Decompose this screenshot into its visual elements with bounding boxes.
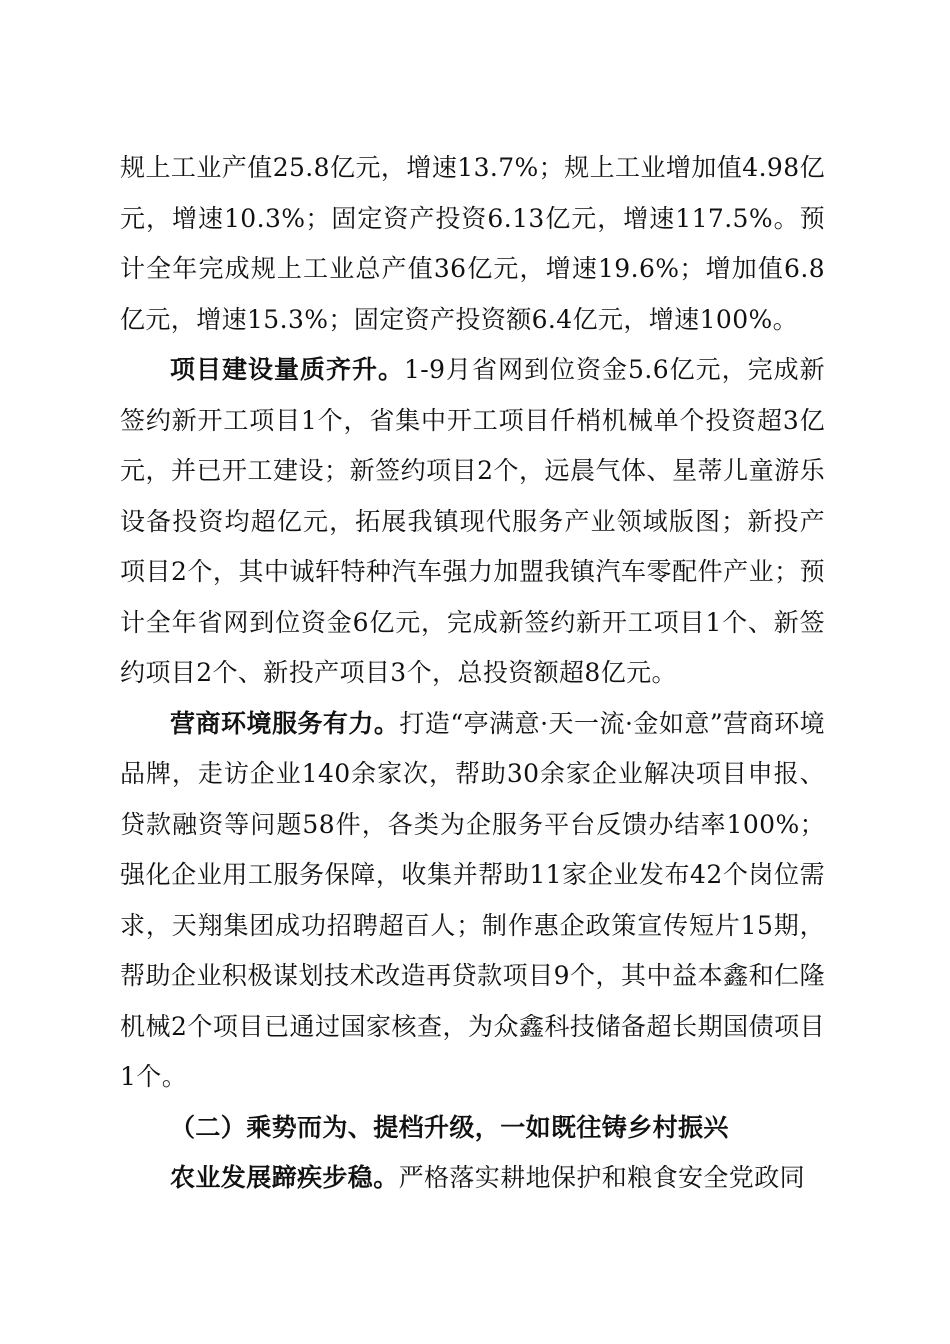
paragraph-text: 规上工业产值25.8亿元，增速13.7%；规上工业增加值4.98亿元，增速10.3%；固定资产投资6.13亿元，增速117.5%。预计全年完成规上工业总产值36亿元，增速19.6%；增加值6.8亿元，增速15.3%；固定资产投资额6.4亿元，增速100%。 [120,153,825,334]
paragraph-lead: 项目建设量质齐升。 [170,355,404,384]
paragraph-agriculture [120,1153,825,1204]
paragraph-text: 打造“亭满意·天一流·金如意”营商环境品牌，走访企业140余家次，帮助30余家企业解决项目申报、贷款融资等问题58件，各类为企服务平台反馈办结率100%；强化企业用工服务保障，收集并帮助11家企业发布42个岗位需求，天翔集团成功招聘超百人；制作惠企政策宣传短片15期，帮助企业积极谋划技术改造再贷款项目9个，其中益本鑫和仁隆机械2个项目已通过国家核查，为众鑫科技储备超长期国债项目1个。 [120,708,825,1091]
paragraph-project-construction [120,345,825,699]
document-body [120,143,825,1204]
paragraph-business-environment [120,699,825,1103]
paragraph-lead: 营商环境服务有力。 [170,708,400,738]
paragraph-lead: 农业发展蹄疾步稳。 [170,1163,399,1192]
section-heading: （二）乘势而为、提档升级，一如既往铸乡村振兴 [170,1112,729,1142]
paragraph-text: 1-9月省网到位资金5.6亿元，完成新签约新开工项目1个，省集中开工项目仟梢机械单个投资超3亿元，并已开工建设；新签约项目2个，远晨气体、星蒂儿童游乐设备投资均超亿元，拓展我镇现代服务产业领域版图；新投产项目2个，其中诚轩特种汽车强力加盟我镇汽车零配件产业；预计全年省网到位资金6亿元，完成新签约新开工项目1个、新签约项目2个、新投产项目3个，总投资额超8亿元。 [120,355,825,687]
paragraph-industrial-output [120,143,825,345]
paragraph-text: 严格落实耕地保护和粮食安全党政同 [398,1163,806,1192]
